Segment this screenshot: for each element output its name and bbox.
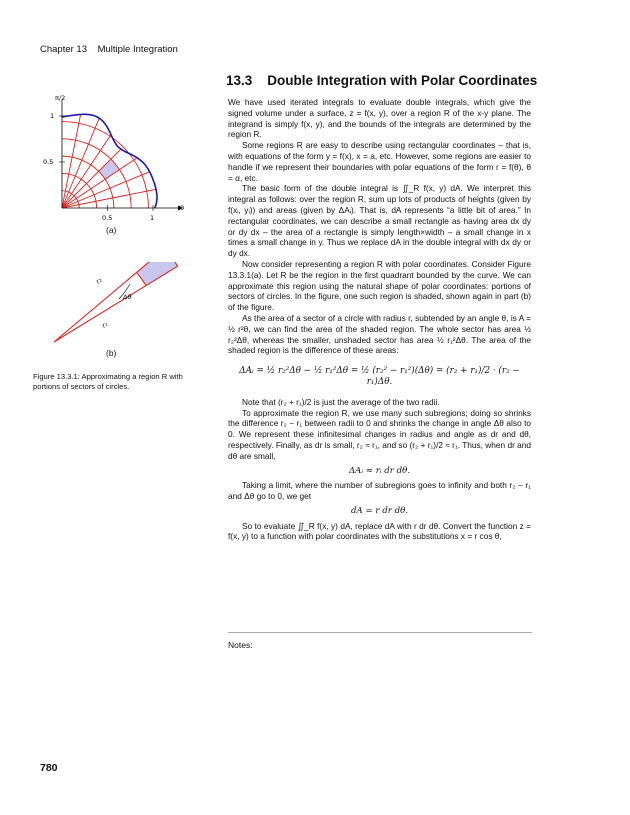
r2-label: r₂ [94,276,104,286]
figure-label-b: (b) [106,348,117,358]
page-number: 780 [40,762,58,774]
x-tick-label-1: 1 [150,214,155,222]
r1-label: r₁ [100,320,110,330]
figure-label-a: (a) [106,225,117,235]
paragraph-6: Note that (r₂ + r₁)/2 is just the average of the two radii. [242,396,440,407]
section-title [226,73,537,88]
equation-area-approx: ΔAᵢ ≈ rᵢ dr dθ. [348,465,411,476]
figure-b-sector-detail [40,262,190,347]
paragraph-9: So to evaluate ∬_R f(x, y) dA, replace dA with r dr dθ. Convert the function z = f(x, y) to a function with polar coordinates with the substitutions x = r cos θ, [228,520,531,542]
paragraph-7: To approximate the region R, we use many such subregions; doing so shrinks the difference r₂ − r₁ between radii to 0 and shrinks the change in angle Δθ also to 0. We represent these infinitesimal changes in radius and angle as dr and dθ, respectively. Finally, as dr is small, r₂ ≈ r₁, and so (r₂ + r₁)/2 ≈ r₁. Thus, when dr and dθ are small, [228,407,531,461]
delta-theta-label: Δθ [123,293,132,301]
equation-area-difference: ΔAᵢ = ½ r₂²Δθ − ½ r₁²Δθ = ½ (r₂² − r₁²)(Δθ) = (r₂ + r₁)/2 · (r₂ − r₁)Δθ. [239,366,520,387]
chapter-header [40,44,178,55]
paragraph-8: Taking a limit, where the number of subregions goes to infinity and both r₂ − r₁ and Δθ go to 0, we get [228,480,531,502]
angle-label: π/2 [55,94,66,102]
paragraph-5: As the area of a sector of a circle with radius r, subtended by an angle θ, is A = ½ r²θ, we can find the area of the shaded region. The whole sector has area ½ r₂²Δθ, whereas the smaller, unshaded sector has area ½ r₁²Δθ. The area of the shaded region is the difference of these areas: [228,312,531,356]
paragraph-4: Now consider representing a region R with polar coordinates. Consider Figure 13.3.1(a). Let R be the region in the first quadrant bounded by the curve. We can approximate this region using the natural shape of polar coordinates: portions of sectors of circles. In the figure, one such region is shaded, shown again in part (b) of the figure. [228,258,531,313]
y-tick-label-1: 1 [50,112,55,120]
figure-a-polar-region [28,86,198,246]
paragraph-2: Some regions R are easy to describe using rectangular coordinates – that is, with equations of the form y = f(x), x = a, etc. However, some regions are easier to handle if we represent their boundaries with polar equations of the form r = f(θ), θ = α, etc. [228,140,531,183]
chapter-number: Chapter 13 [40,44,88,55]
origin-angle-label: 0 [180,204,185,212]
section-title-text: Double Integration with Polar Coordinates [267,73,538,88]
figure-caption: Figure 13.3.1: Approximating a region R with portions of sectors of circles. [33,372,183,391]
y-tick-label-0-5: 0.5 [43,158,54,166]
paragraph-3: The basic form of the double integral is ∬_R f(x, y) dA. We interpret this integral as follows: over the region R, sum up lots of products of heights (given by f(xᵢ, yᵢ)) and areas (given by ΔAᵢ). That is, dA represents “a little bit of area.” In rectangular coordinates, we can describe a small rectangle as having area dx dy or dy dx – the area of a rectangle is simply length×width – a small change in x times a small change in y. Thus we replace dA in the double integral with dx dy or dy dx. [228,183,531,259]
main-text [228,97,531,542]
shaded-subregion-b [137,262,178,286]
notes-divider [228,632,532,633]
notes-label: Notes: [228,640,253,650]
equation-dA: dA = r dr dθ. [351,505,408,516]
paragraph-1: We have used iterated integrals to evaluate double integrals, which give the signed volume under a surface, z = f(x, y), over a region R of the x-y plane. The integrand is simply f(x, y), and the bounds of the integrals are determined by the region R. [228,97,531,140]
section-number: 13.3 [226,73,253,88]
chapter-title: Multiple Integration [97,44,178,55]
x-tick-label-0-5: 0.5 [102,214,113,222]
